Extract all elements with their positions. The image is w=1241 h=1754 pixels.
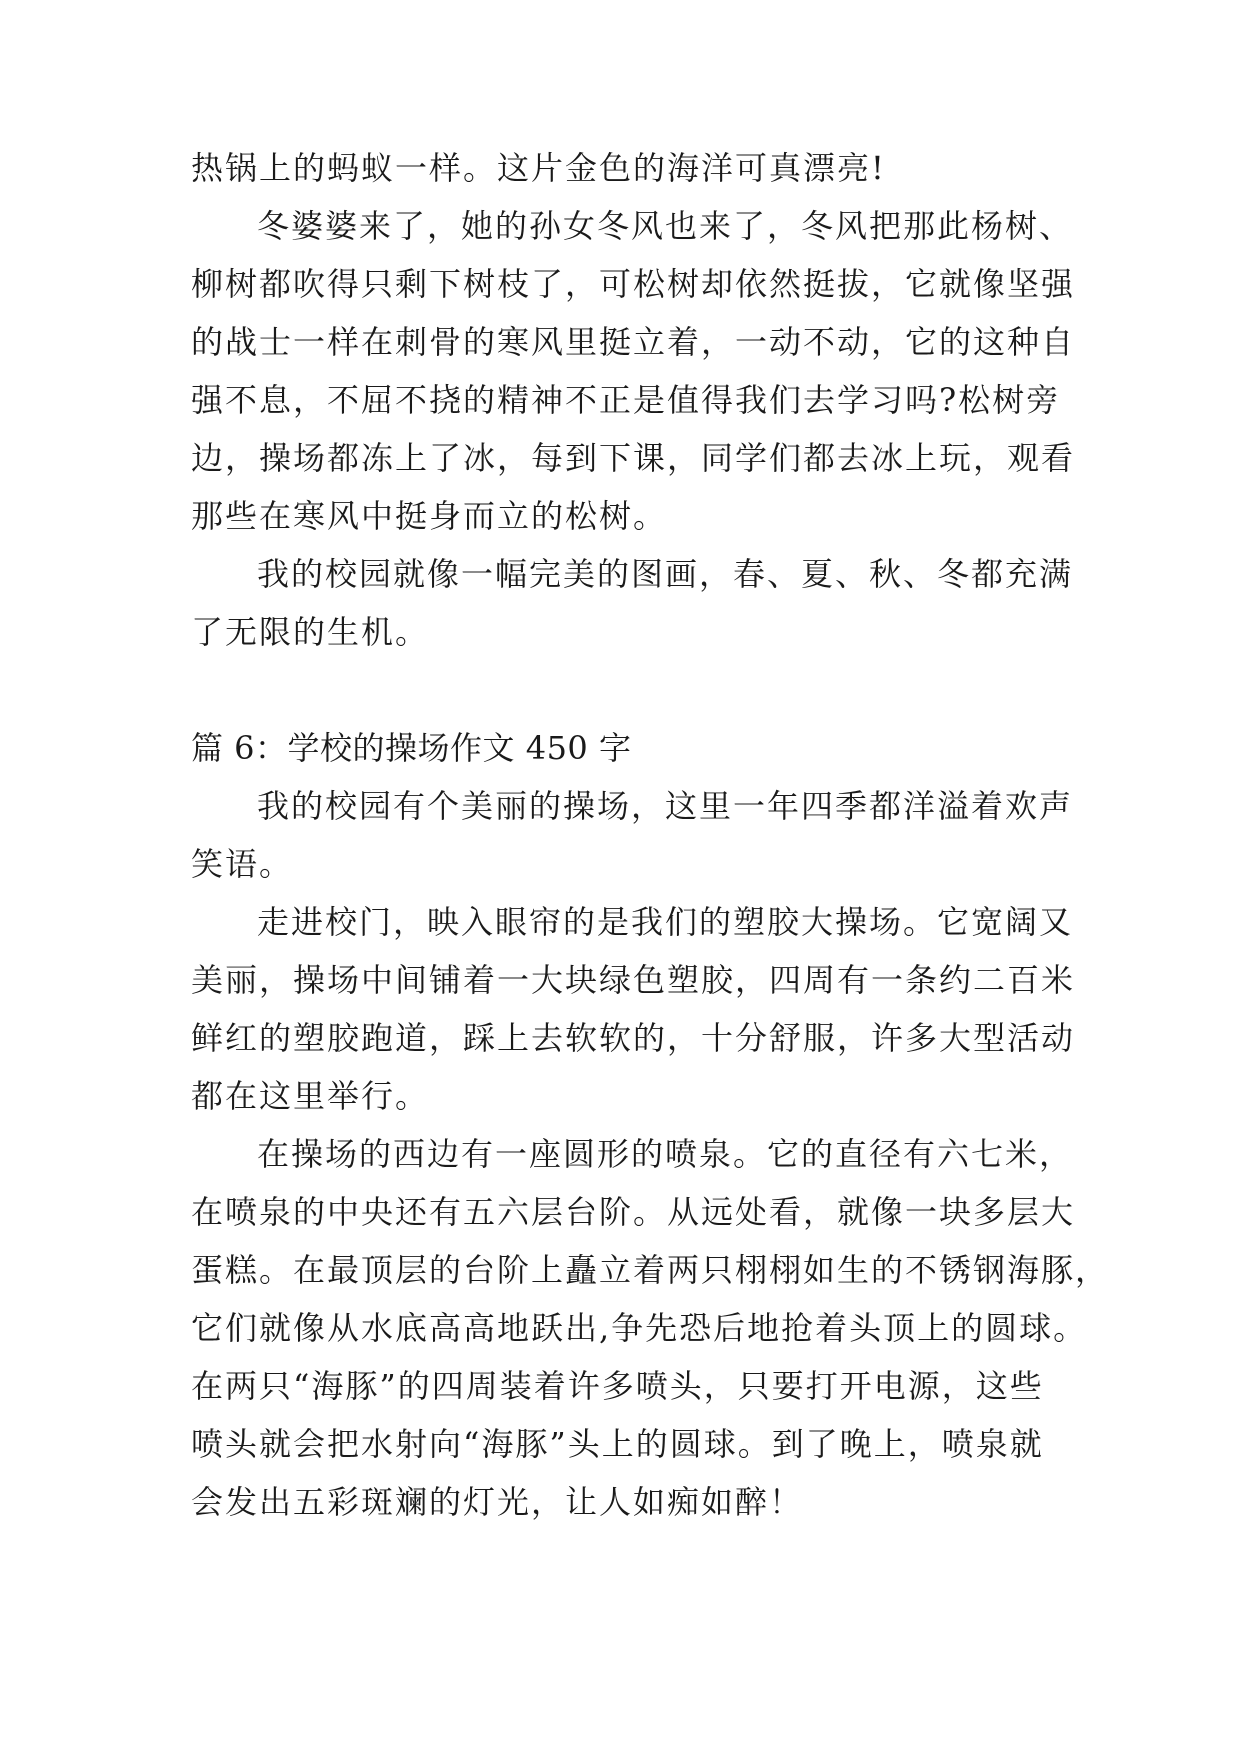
text-line: 它们就像从水底高高地跃出,争先恐后地抢着头顶上的圆球。 [191,1309,1088,1347]
text-line: 在喷泉的中央还有五六层台阶。从远处看，就像一块多层大 [191,1193,1076,1231]
text-line: 热锅上的蚂蚁一样。这片金色的海洋可真漂亮! [191,149,886,187]
text-line: 冬婆婆来了，她的孙女冬风也来了，冬风把那此杨树、 [257,207,1074,245]
section-heading: 篇 6：学校的操场作文 450 字 [191,729,632,767]
text-line: 强不息，不屈不挠的精神不正是值得我们去学习吗?松树旁 [191,381,1061,419]
text-line: 我的校园就像一幅完美的图画，春、夏、秋、冬都充满 [257,555,1074,593]
text-line: 我的校园有个美丽的操场，这里一年四季都洋溢着欢声 [257,787,1074,825]
text-line: 喷头就会把水射向“海豚”头上的圆球。到了晚上，喷泉就 [191,1425,1044,1463]
text-line: 在操场的西边有一座圆形的喷泉。它的直径有六七米， [257,1135,1074,1173]
text-line: 会发出五彩斑斓的灯光，让人如痴如醉！ [191,1483,804,1521]
text-line: 蛋糕。在最顶层的台阶上矗立着两只栩栩如生的不锈钢海豚， [191,1251,1110,1289]
text-line: 笑语。 [191,845,294,883]
text-line: 鲜红的塑胶跑道，踩上去软软的，十分舒服，许多大型活动 [191,1019,1076,1057]
text-line: 那些在寒风中挺身而立的松树。 [191,497,668,535]
text-line: 的战士一样在刺骨的寒风里挺立着，一动不动，它的这种自 [191,323,1076,361]
text-line: 柳树都吹得只剩下树枝了，可松树却依然挺拔，它就像坚强 [191,265,1076,303]
text-line: 走进校门，映入眼帘的是我们的塑胶大操场。它宽阔又 [257,903,1074,941]
text-line: 在两只“海豚”的四周装着许多喷头，只要打开电源，这些 [191,1367,1044,1405]
text-line: 美丽，操场中间铺着一大块绿色塑胶，四周有一条约二百米 [191,961,1076,999]
text-line: 边，操场都冻上了冰，每到下课，同学们都去冰上玩，观看 [191,439,1076,477]
text-line: 了无限的生机。 [191,613,430,651]
text-line: 都在这里举行。 [191,1077,430,1115]
